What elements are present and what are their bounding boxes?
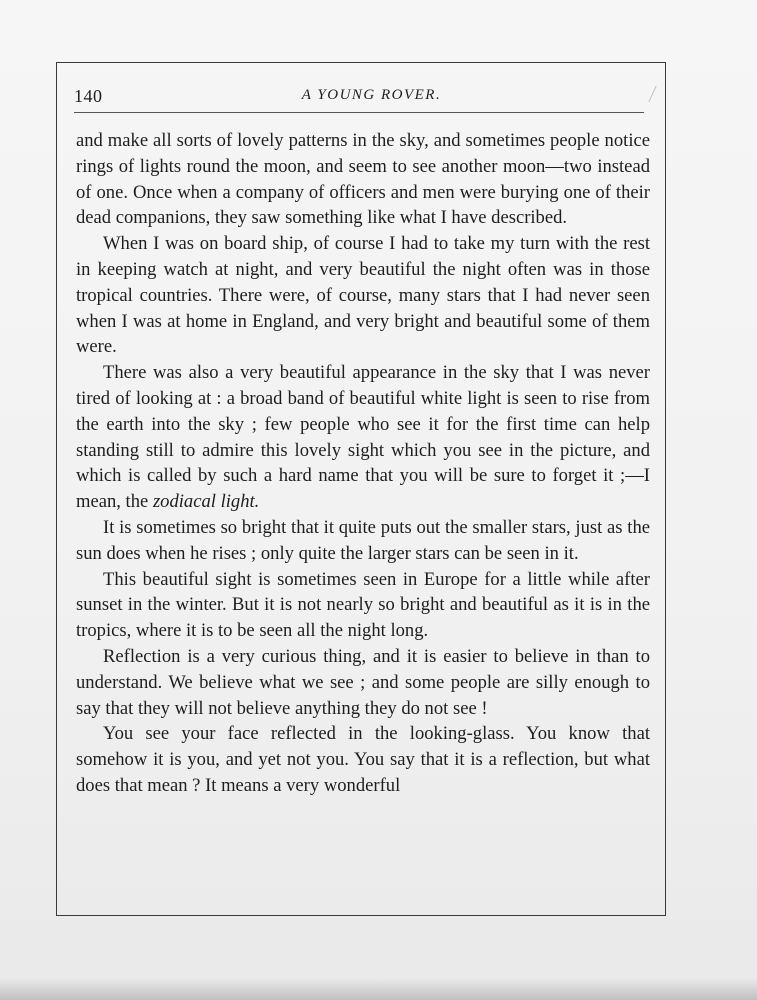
paragraph-zodiacal-light: [76, 360, 650, 515]
paragraph-zodiacal-text: There was also a very beautiful appearance in the sky that I was never tired of looking at : a broad band of beautiful white light is seen to rise from the earth into the sky ; few people who see it for the first time can help standing still to admire this lovely sight which you see in the picture, and which is called by such a hard name that you will be sure to forget it ;—I mean, the: [76, 362, 650, 513]
paragraph-looking-glass: You see your face reflected in the looking-glass. You know that somehow it is you, and yet not you. You say that it is a reflection, but what does that mean ? It means a very wonderful: [76, 723, 650, 796]
paragraph-board-ship: When I was on board ship, of course I had to take my turn with the rest in keeping watch at night, and very beautiful the night often was in those tropical countries. There were, of course, many stars that I had never seen when I was at home in England, and very bright and beautiful some of them were.: [76, 233, 650, 358]
paragraph-bright-stars: It is sometimes so bright that it quite puts out the smaller stars, just as the sun does when he rises ; only quite the larger stars can be seen in it.: [76, 516, 650, 564]
body-text: [76, 128, 650, 799]
page-header: [74, 86, 649, 108]
running-title: A YOUNG ROVER.: [301, 87, 442, 103]
page-number: 140: [74, 86, 103, 106]
zodiacal-light-term: zodiacal light.: [152, 491, 260, 513]
header-rule: [74, 112, 644, 113]
page-edge-shadow: [0, 978, 757, 1000]
paragraph-europe: This beautiful sight is sometimes seen in Europe for a little while after sunset in the winter. But it is not nearly so bright and beautiful as it is in the tropics, where it is to be seen all the night long.: [76, 568, 650, 642]
paragraph-continued: and make all sorts of lovely patterns in the sky, and sometimes people notice rings of lights round the moon, and seem to see another moon—two instead of one. Once when a company of officers and men were burying one of their dead companions, they saw something like what I have described.: [76, 130, 650, 229]
paragraph-reflection: Reflection is a very curious thing, and it is easier to believe in than to understand. We believe what we see ; and some people are silly enough to say that they will not believe anything they do not see !: [76, 645, 650, 719]
